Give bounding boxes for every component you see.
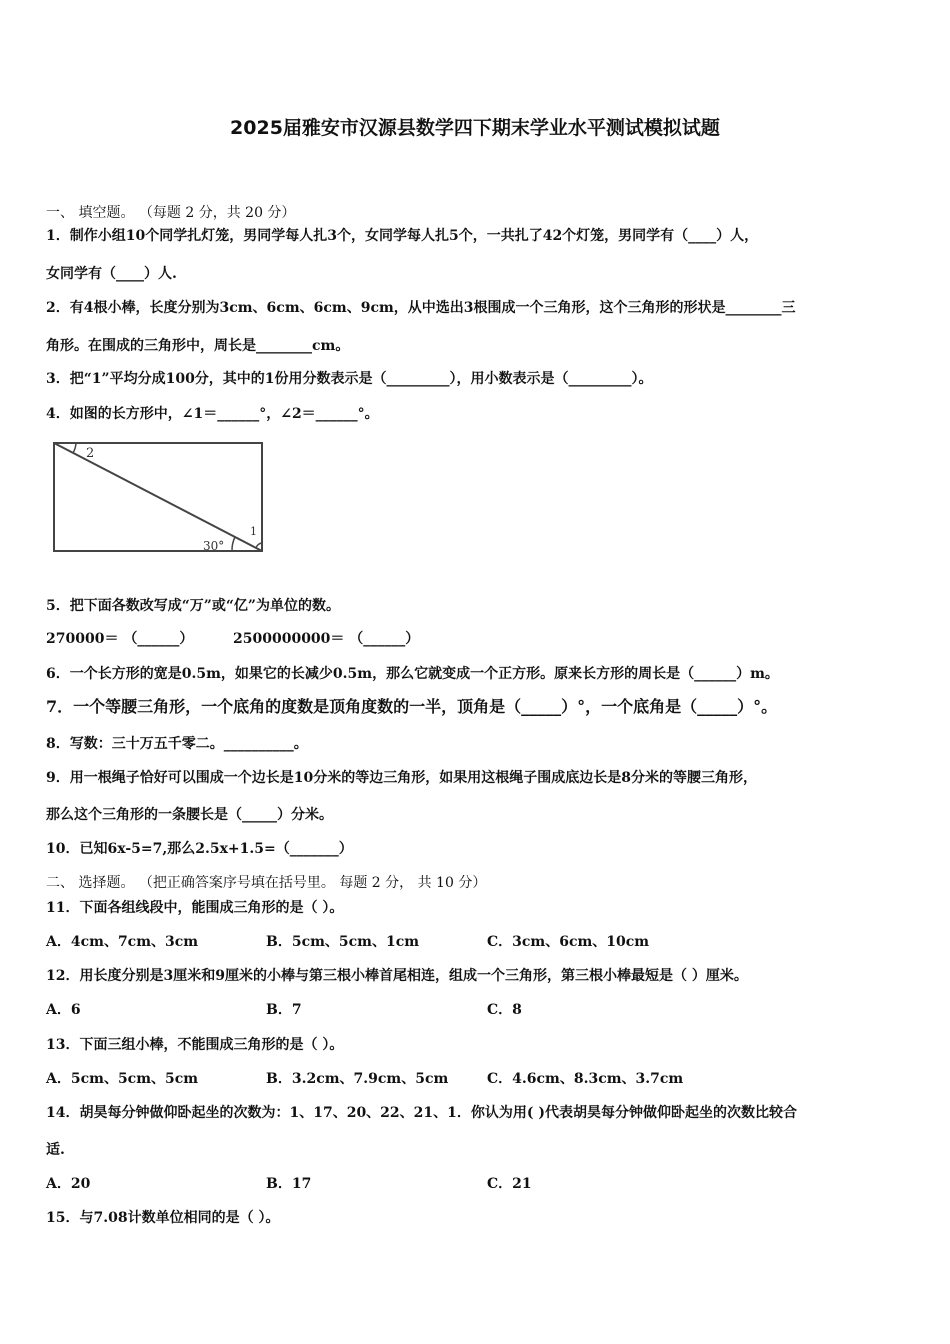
question-1-line-1: 1．制作小组10个同学扎灯笼，男同学每人扎3个，女同学每人扎5个，一共扎了42个灯笼，男同学有（____）人，: [46, 228, 759, 244]
question-11-option-a: A．4cm、7cm、3cm: [46, 934, 199, 950]
question-15: 15．与7.08计数单位相同的是（ ）。: [46, 1210, 280, 1226]
question-14-option-c: C．21: [487, 1176, 532, 1192]
question-12-option-a: A．6: [46, 1002, 81, 1018]
question-13: 13．下面三组小棒，不能围成三角形的是（ ）。: [46, 1037, 344, 1053]
section-2-heading: 二、 选择题。 （把正确答案序号填在括号里。 每题 2 分， 共 10 分）: [46, 875, 487, 891]
question-5-part-b: 2500000000＝ （______）: [233, 631, 420, 647]
question-2-line-1: 2．有4根小棒，长度分别为3cm、6cm、6cm、9cm，从中选出3根围成一个三角形，这个三角形的形状是________三: [46, 300, 796, 316]
question-4: 4．如图的长方形中，∠1＝______°，∠2＝______°。: [46, 406, 379, 422]
question-3: 3．把“1”平均分成100分，其中的1份用分数表示是（_________），用小数表示是（_________）。: [46, 371, 653, 387]
question-12-option-c: C．8: [487, 1002, 522, 1018]
question-6: 6．一个长方形的宽是0.5m，如果它的长减少0.5m，那么它就变成一个正方形。原来长方形的周长是（______）m。: [46, 666, 779, 682]
question-14-option-b: B．17: [266, 1176, 312, 1192]
question-13-option-b: B．3.2cm、7.9cm、5cm: [266, 1071, 449, 1087]
question-1-line-2: 女同学有（____）人.: [46, 266, 177, 282]
question-5-part-a: 270000＝ （______）: [46, 631, 194, 647]
question-14-line-1: 14．胡昊每分钟做仰卧起坐的次数为：1、17、20、22、21、1．你认为用( )代表胡昊每分钟做仰卧起坐的次数比较合: [46, 1105, 798, 1121]
question-12-option-b: B．7: [266, 1002, 302, 1018]
question-8: 8．写数：三十万五千零二。__________。: [46, 736, 308, 752]
rectangle-figure: [46, 437, 271, 559]
angle-2-label: 2: [86, 446, 95, 461]
page-title: 2025届雅安市汉源县数学四下期末学业水平测试模拟试题: [230, 117, 720, 139]
question-9-line-2: 那么这个三角形的一条腰长是（_____）分米。: [46, 807, 333, 823]
question-2-line-2: 角形。在围成的三角形中，周长是________cm。: [46, 338, 350, 354]
angle-30-label: 30°: [203, 539, 225, 553]
question-11-option-b: B．5cm、5cm、1cm: [266, 934, 420, 950]
angle-2-arc: [73, 443, 76, 453]
question-12: 12．用长度分别是3厘米和9厘米的小棒与第三根小棒首尾相连，组成一个三角形，第三根小棒最短是（ ）厘米。: [46, 968, 748, 984]
angle-1-label: 1: [250, 525, 257, 538]
question-11: 11．下面各组线段中，能围成三角形的是（ ）。: [46, 900, 344, 916]
question-9-line-1: 9．用一根绳子恰好可以围成一个边长是10分米的等边三角形，如果用这根绳子围成底边长是8分米的等腰三角形，: [46, 770, 757, 786]
question-13-option-a: A．5cm、5cm、5cm: [46, 1071, 199, 1087]
section-1-heading: 一、 填空题。 （每题 2 分，共 20 分）: [46, 205, 296, 221]
question-10: 10．已知6x-5=7,那么2.5x+1.5=（_______）: [46, 841, 353, 857]
question-11-option-c: C．3cm、6cm、10cm: [487, 934, 650, 950]
angle-30-arc: [232, 537, 235, 551]
question-5: 5．把下面各数改写成“万”或“亿”为单位的数。: [46, 598, 340, 614]
question-14-option-a: A．20: [46, 1176, 91, 1192]
question-7: 7．一个等腰三角形，一个底角的度数是顶角度数的一半，顶角是（_____）°，一个底角是（_____）°。: [46, 697, 778, 716]
question-13-option-c: C．4.6cm、8.3cm、3.7cm: [487, 1071, 684, 1087]
question-14-line-2: 适.: [46, 1142, 65, 1158]
